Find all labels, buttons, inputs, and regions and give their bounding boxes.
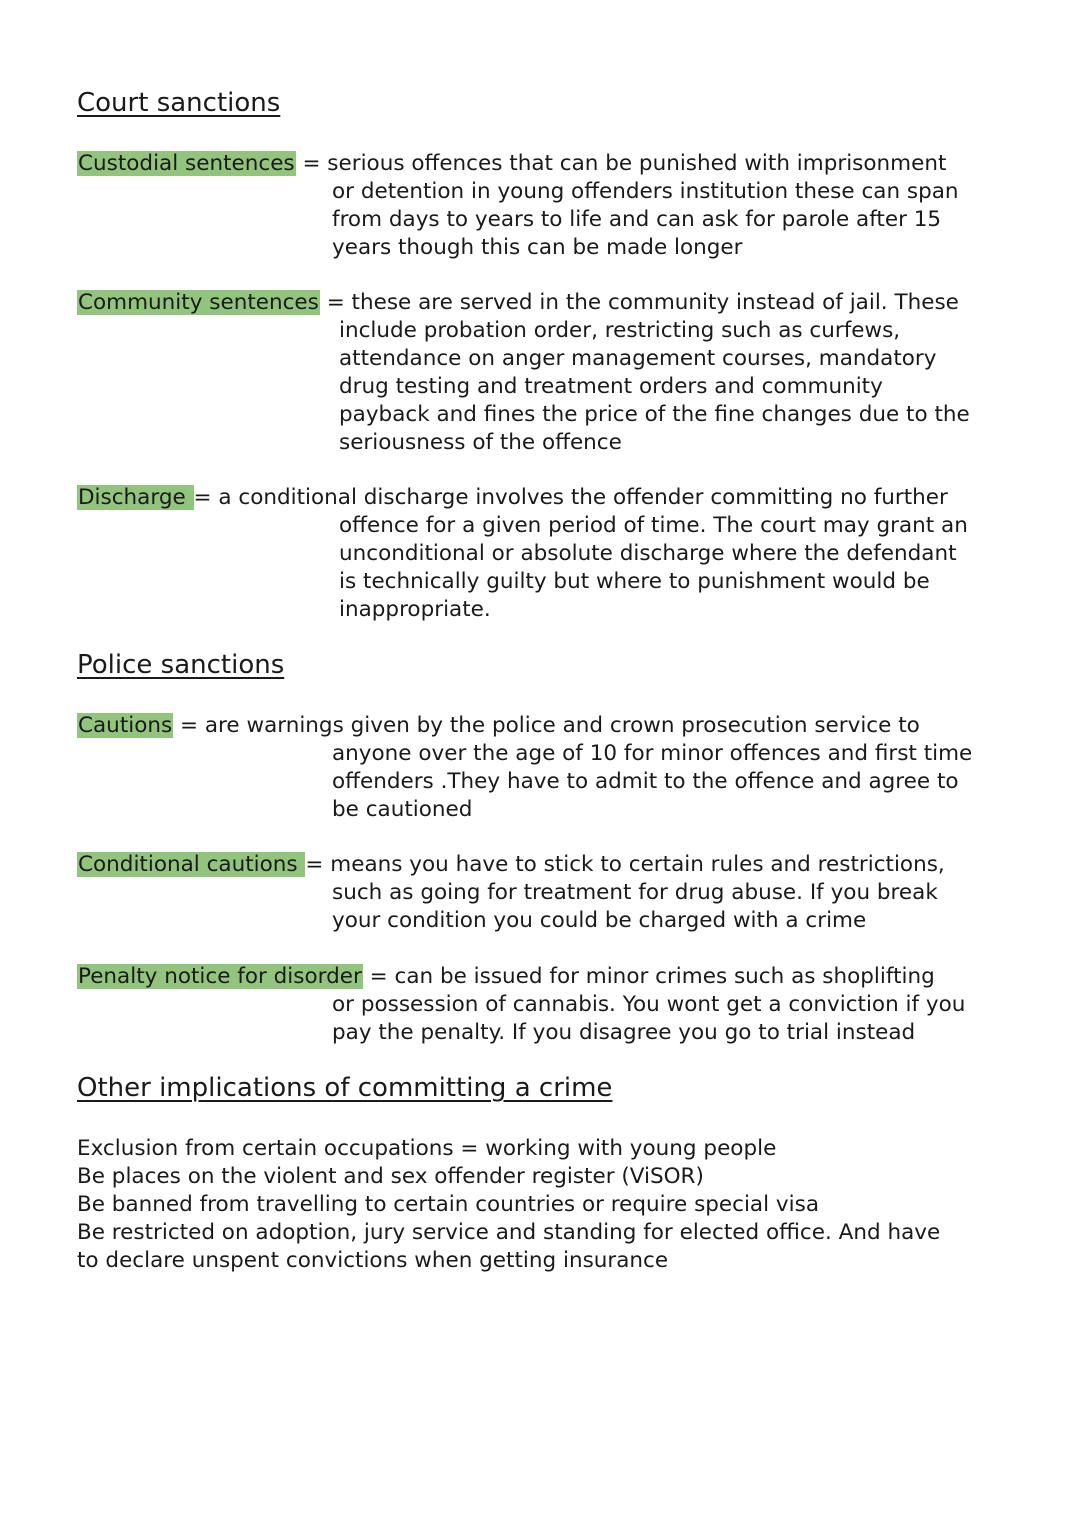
custodial-line: from days to years to life and can ask for parole after 15 — [332, 207, 942, 232]
other-implications-heading: Other implications of committing a crime — [77, 1073, 613, 1103]
conditional-definition: = means you have to stick to certain rules and restrictions, — [305, 852, 945, 877]
community-line: attendance on anger management courses, mandatory — [339, 346, 937, 371]
community-line: payback and fines the price of the fine changes due to the — [339, 402, 970, 427]
discharge-definition: = a conditional discharge involves the offender committing no further — [193, 485, 948, 510]
conditional-line: such as going for treatment for drug abuse. If you break — [332, 880, 938, 905]
community-first-line — [77, 289, 959, 317]
implication-line: to declare unspent convictions when getting insurance — [77, 1248, 669, 1273]
police-sanctions-heading: Police sanctions — [77, 650, 285, 680]
cautions-line: offenders .They have to admit to the offence and agree to — [332, 769, 959, 794]
penalty-first-line — [77, 963, 935, 991]
custodial-line: years though this can be made longer — [332, 235, 743, 260]
penalty-definition: = can be issued for minor crimes such as shoplifting — [362, 964, 935, 989]
custodial-definition: = serious offences that can be punished with imprisonment — [295, 151, 947, 176]
implication-line: Be places on the violent and sex offender register (ViSOR) — [77, 1164, 704, 1189]
implication-line: Exclusion from certain occupations = working with young people — [77, 1136, 777, 1161]
custodial-term: Custodial sentences — [78, 151, 295, 176]
court-sanctions-heading: Court sanctions — [77, 88, 281, 118]
cautions-term: Cautions — [78, 713, 173, 738]
custodial-first-line — [77, 150, 946, 178]
penalty-notice-term: Penalty notice for disorder — [78, 964, 362, 989]
discharge-line: unconditional or absolute discharge where the defendant — [339, 541, 957, 566]
custodial-line: or detention in young offenders institution these can span — [332, 179, 959, 204]
community-line: drug testing and treatment orders and community — [339, 374, 883, 399]
discharge-first-line — [77, 484, 948, 512]
community-definition: = these are served in the community instead of jail. These — [319, 290, 959, 315]
cautions-first-line — [77, 712, 920, 740]
cautions-line: anyone over the age of 10 for minor offences and first time — [332, 741, 973, 766]
cautions-definition: = are warnings given by the police and crown prosecution service to — [173, 713, 920, 738]
conditional-line: your condition you could be charged with a crime — [332, 908, 867, 933]
discharge-term: Discharge — [78, 485, 193, 510]
implication-line: Be banned from travelling to certain countries or require special visa — [77, 1192, 819, 1217]
penalty-line: or possession of cannabis. You wont get a conviction if you — [332, 992, 966, 1017]
conditional-cautions-term: Conditional cautions — [78, 852, 305, 877]
discharge-line: inappropriate. — [339, 597, 491, 622]
implication-line: Be restricted on adoption, jury service and standing for elected office. And have — [77, 1220, 941, 1245]
community-line: include probation order, restricting such as curfews, — [339, 318, 901, 343]
community-line: seriousness of the offence — [339, 430, 622, 455]
cautions-line: be cautioned — [332, 797, 473, 822]
conditional-first-line — [77, 851, 945, 879]
discharge-line: offence for a given period of time. The court may grant an — [339, 513, 968, 538]
community-term: Community sentences — [78, 290, 319, 315]
discharge-line: is technically guilty but where to punishment would be — [339, 569, 930, 594]
penalty-line: pay the penalty. If you disagree you go to trial instead — [332, 1020, 916, 1045]
